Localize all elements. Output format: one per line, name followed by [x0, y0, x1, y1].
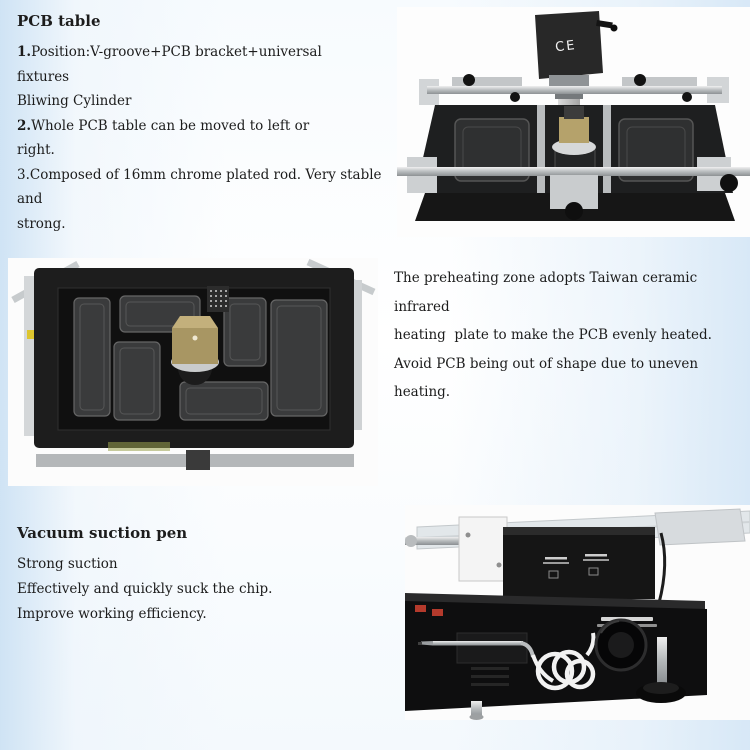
- vacuum-pen-line: Effectively and quickly suck the chip.: [17, 581, 273, 597]
- pcb-table-line: fixtures: [17, 68, 70, 85]
- pcb-table-line: 3.Composed of 16mm chrome plated rod. Very stable and: [17, 166, 391, 207]
- clamp-knob: [565, 202, 583, 220]
- preheating-line: heating plate to make the PCB evenly heated.: [394, 327, 712, 343]
- preheating-zone-illustration: [8, 258, 378, 486]
- preheating-line: heating.: [394, 384, 451, 400]
- vacuum-pen-heading: Vacuum suction pen: [17, 524, 188, 542]
- clamp-knob: [463, 74, 475, 86]
- pcb-table-heading: PCB table: [17, 12, 101, 30]
- mounting-bracket: [459, 517, 507, 581]
- preheating-line: Avoid PCB being out of shape due to uneven: [394, 355, 699, 372]
- brass-fixture: [559, 117, 589, 143]
- slide-bar: [537, 105, 545, 193]
- yellow-indicator: [27, 330, 34, 339]
- airflow-knob: [596, 620, 646, 670]
- machine-foot: [470, 701, 484, 720]
- clamp-knob: [720, 174, 738, 192]
- control-box: [503, 527, 655, 599]
- clamp-knob: [682, 92, 692, 102]
- preheating-text-section: [394, 264, 744, 407]
- pcb-table-line: strong.: [17, 215, 66, 232]
- pcb-table-text-section: [17, 11, 389, 236]
- pcb-table-line: 2.Whole PCB table can be moved to left or: [17, 117, 310, 134]
- dotted-ceramic-block: [207, 286, 229, 312]
- pcb-table-line: 1.Position:V-groove+PCB bracket+universal: [17, 44, 322, 60]
- pcb-table-illustration: [397, 7, 750, 237]
- vacuum-pen-photo: [405, 505, 750, 720]
- slide-bar: [603, 105, 611, 193]
- pcb-table-line: right.: [17, 142, 55, 158]
- vacuum-pen-text-section: [17, 523, 382, 627]
- rod-end-cap: [405, 535, 417, 547]
- pcb-table-photo: [397, 7, 750, 237]
- vacuum-pen-line: Strong suction: [17, 556, 118, 572]
- chrome-rod: [397, 167, 750, 176]
- vacuum-pen-illustration: [405, 505, 750, 720]
- pcb-table-line: Bliwing Cylinder: [17, 93, 132, 109]
- vacuum-pen-line: Improve working efficiency.: [17, 606, 207, 622]
- clamp-knob: [510, 92, 520, 102]
- preheating-line: The preheating zone adopts Taiwan ceramic infrared: [394, 270, 706, 315]
- clamp-knob: [634, 74, 646, 86]
- power-switch: [432, 609, 443, 616]
- power-switch: [415, 605, 426, 612]
- ce-mark-label: CE: [554, 37, 578, 56]
- preheating-zone-photo: [8, 258, 378, 486]
